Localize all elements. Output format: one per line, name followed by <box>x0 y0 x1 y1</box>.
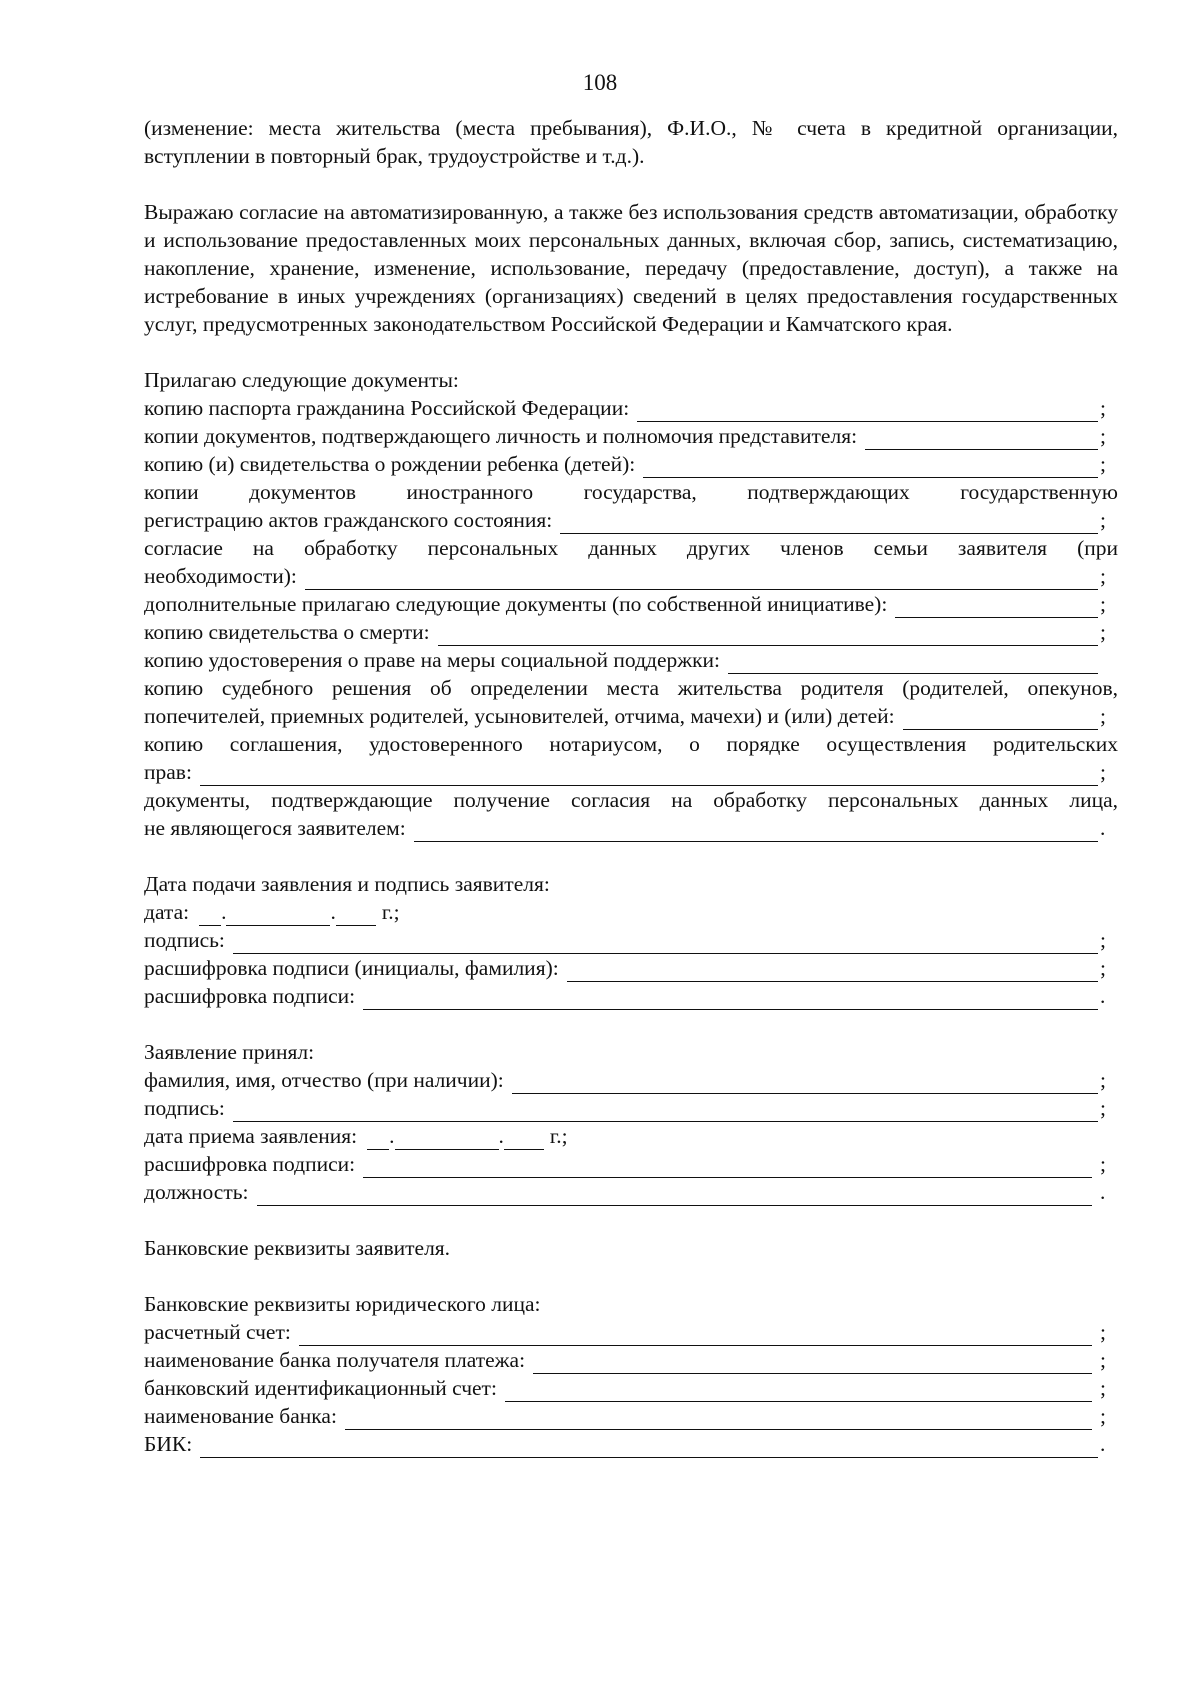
applicant-decoding-initials-label: расшифровка подписи (инициалы, фамилия): <box>144 956 559 980</box>
receiver-signature-field: подпись: ; <box>144 1096 1106 1120</box>
receiver-fio-label: фамилия, имя, отчество (при наличии): <box>144 1068 504 1092</box>
attachments-heading: Прилагаю следующие документы: <box>144 368 459 392</box>
court-decision-field: попечителей, приемных родителей, усыновителей, отчима, мачехи) и (или) детей: ; <box>144 704 1106 728</box>
applicant-date-year[interactable] <box>336 904 376 926</box>
social-support-label: копию удостоверения о праве на меры социальной поддержки: <box>144 648 721 672</box>
consent-docs-field: не являющегося заявителем: . <box>144 816 1106 840</box>
applicant-date-label: дата: <box>144 900 190 924</box>
passport-label: копию паспорта гражданина Российской Федерации: <box>144 396 630 420</box>
applicant-signature-blank[interactable] <box>233 932 1098 954</box>
applicant-decoding-initials-field: расшифровка подписи (инициалы, фамилия): ; <box>144 956 1106 980</box>
foreign-docs-label: копии документов иностранного государства, подтверждающих государственную <box>144 480 1118 504</box>
receiver-decoding-field: расшифровка подписи: ; <box>144 1152 1106 1176</box>
birth-cert-label: копию (и) свидетельства о рождении ребенка (детей): <box>144 452 636 476</box>
bank-account-label: расчетный счет: <box>144 1320 291 1344</box>
bank-recipient-field: наименование банка получателя платежа: ; <box>144 1348 1106 1372</box>
bank-id-account-blank[interactable] <box>505 1380 1092 1402</box>
applicant-decoding-blank[interactable] <box>363 988 1098 1010</box>
receiver-position-field: должность: . <box>144 1180 1106 1204</box>
receiver-date-label: дата приема заявления: <box>144 1124 358 1148</box>
bank-applicant-heading: Банковские реквизиты заявителя. <box>144 1236 451 1260</box>
foreign-docs-label-2: регистрацию актов гражданского состояния: <box>144 508 553 532</box>
passport-blank[interactable] <box>637 400 1098 422</box>
receiver-decoding-label: расшифровка подписи: <box>144 1152 356 1176</box>
additional-docs-label: дополнительные прилагаю следующие документы (по собственной инициативе): <box>144 592 888 616</box>
birth-cert-blank[interactable] <box>643 456 1098 478</box>
birth-cert-field: копию (и) свидетельства о рождении ребенка (детей): ; <box>144 452 1106 476</box>
document-body <box>144 114 1118 1458</box>
applicant-heading: Дата подачи заявления и подпись заявителя: <box>144 872 550 896</box>
receiver-position-blank[interactable] <box>257 1184 1093 1206</box>
consent-others-label-2: необходимости): <box>144 564 297 588</box>
consent-docs-label-2: не являющегося заявителем: <box>144 816 406 840</box>
consent-docs-blank[interactable] <box>414 820 1098 842</box>
bank-id-account-field: банковский идентификационный счет: ; <box>144 1376 1106 1400</box>
receiver-heading: Заявление принял: <box>144 1040 315 1064</box>
foreign-docs-field: регистрацию актов гражданского состояния: ; <box>144 508 1106 532</box>
bank-name-label: наименование банка: <box>144 1404 337 1428</box>
consent-others-label: согласие на обработку персональных данных других членов семьи заявителя (при <box>144 536 1118 560</box>
court-decision-label-2: попечителей, приемных родителей, усыновителей, отчима, мачехи) и (или) детей: <box>144 704 895 728</box>
bik-field: БИК: . <box>144 1432 1106 1456</box>
bank-account-blank[interactable] <box>299 1324 1092 1346</box>
consent-docs-label: документы, подтверждающие получение согласия на обработку персональных данных лица, <box>144 788 1118 812</box>
social-support-blank[interactable] <box>728 652 1098 674</box>
bank-legal-heading: Банковские реквизиты юридического лица: <box>144 1292 541 1316</box>
consent-others-field: необходимости): ; <box>144 564 1106 588</box>
bank-name-blank[interactable] <box>345 1408 1092 1430</box>
bank-id-account-label: банковский идентификационный счет: <box>144 1376 497 1400</box>
bank-recipient-blank[interactable] <box>533 1352 1092 1374</box>
applicant-date-day[interactable] <box>199 904 221 926</box>
bank-recipient-label: наименование банка получателя платежа: <box>144 1348 526 1372</box>
representative-field: копии документов, подтверждающего личность и полномочия представителя: ; <box>144 424 1106 448</box>
receiver-date-month[interactable] <box>395 1128 499 1150</box>
court-decision-blank[interactable] <box>903 708 1098 730</box>
consent-others-blank[interactable] <box>305 568 1098 590</box>
receiver-decoding-blank[interactable] <box>363 1156 1092 1178</box>
representative-label: копии документов, подтверждающего личность и полномочия представителя: <box>144 424 858 448</box>
applicant-decoding-initials-blank[interactable] <box>567 960 1098 982</box>
death-cert-blank[interactable] <box>438 624 1098 646</box>
agreement-blank[interactable] <box>200 764 1098 786</box>
bik-label: БИК: <box>144 1432 193 1456</box>
applicant-date-field: дата: . . г.; <box>144 900 400 924</box>
receiver-position-label: должность: <box>144 1180 249 1204</box>
court-decision-label: копию судебного решения об определении места жительства родителя (родителей, опекунов, <box>144 676 1118 700</box>
receiver-date-field: дата приема заявления: . . г.; <box>144 1124 568 1148</box>
receiver-fio-field: фамилия, имя, отчество (при наличии): ; <box>144 1068 1106 1092</box>
applicant-signature-label: подпись: <box>144 928 225 952</box>
applicant-decoding-label: расшифровка подписи: <box>144 984 356 1008</box>
receiver-fio-blank[interactable] <box>512 1072 1098 1094</box>
additional-docs-blank[interactable] <box>895 596 1098 618</box>
additional-docs-field: дополнительные прилагаю следующие документы (по собственной инициативе): ; <box>144 592 1106 616</box>
representative-blank[interactable] <box>865 428 1098 450</box>
bank-account-field: расчетный счет: ; <box>144 1320 1106 1344</box>
social-support-field <box>144 646 1118 674</box>
receiver-signature-label: подпись: <box>144 1096 225 1120</box>
agreement-label-2: прав: <box>144 760 192 784</box>
agreement-label: копию соглашения, удостоверенного нотариусом, о порядке осуществления родительских <box>144 732 1118 756</box>
receiver-signature-blank[interactable] <box>233 1100 1098 1122</box>
bik-blank[interactable] <box>200 1436 1098 1458</box>
foreign-docs-blank[interactable] <box>560 512 1098 534</box>
applicant-signature-field: подпись: ; <box>144 928 1106 952</box>
applicant-decoding-field: расшифровка подписи: . <box>144 984 1106 1008</box>
consent-paragraph: Выражаю согласие на автоматизированную, а также без использования средств автоматизации, обработку и использование предоставленных моих персональных данных, включая сбор, запись, систематизацию, накопление, хранение, изменение, использование, передачу (предоставление, доступ), а также на истребование в иных учреждениях (организациях) сведений в целях предоставления государственных услуг, предусмотренных законодательством Российской Федерации и Камчатского края. <box>144 200 1118 336</box>
applicant-date-month[interactable] <box>226 904 330 926</box>
death-cert-label: копию свидетельства о смерти: <box>144 620 430 644</box>
intro-paragraph: (изменение: места жительства (места пребывания), Ф.И.О., № счета в кредитной организации, вступлении в повторный брак, трудоустройстве и т.д.). <box>144 116 1118 168</box>
bank-name-field: наименование банка: ; <box>144 1404 1106 1428</box>
receiver-date-day[interactable] <box>367 1128 389 1150</box>
passport-field: копию паспорта гражданина Российской Федерации: ; <box>144 396 1106 420</box>
death-cert-field: копию свидетельства о смерти: ; <box>144 620 1106 644</box>
page-number: 108 <box>582 70 618 95</box>
receiver-date-year[interactable] <box>504 1128 544 1150</box>
agreement-field: прав: ; <box>144 760 1106 784</box>
